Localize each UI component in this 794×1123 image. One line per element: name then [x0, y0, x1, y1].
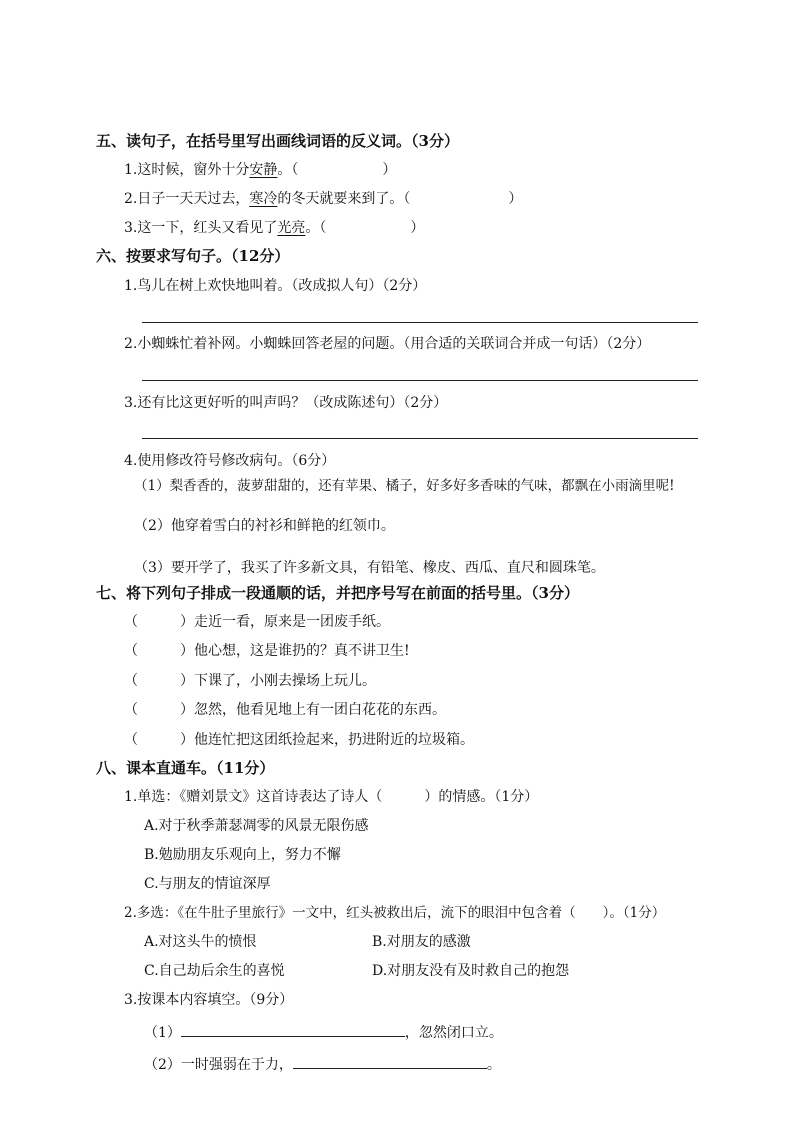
option-b: B.勉励朋友乐观向上，努力不懈	[144, 847, 341, 863]
option-a: A.对于秋季萧瑟凋零的风景无限伤感	[144, 818, 369, 834]
sec6-sentence-3: （3）要开学了，我买了许多新文具，有铅笔、橡皮、西瓜、直尺和圆珠笔。	[134, 560, 605, 576]
sec7-item: （ ）走近一看，原来是一团废手纸。	[124, 614, 390, 630]
option-b: B.对朋友的感激	[372, 934, 471, 950]
section-8-title: 八、课本直通车。（11分）	[96, 759, 275, 777]
sec6-sentence-1: （1）梨香香的，菠萝甜甜的，还有苹果、橘子，好多好多香味的气味，都飘在小雨滴里呢!	[134, 478, 675, 494]
option-c: C.与朋友的情谊深厚	[144, 876, 271, 892]
section-7-title: 七、将下列句子排成一段通顺的话，并把序号写在前面的括号里。（3分）	[96, 584, 579, 602]
option-d: D.对朋友没有及时救自己的抱怨	[372, 963, 570, 979]
underlined-word: 安静	[249, 162, 278, 178]
option-a: A.对这头牛的愤恨	[144, 934, 257, 950]
sec8-question-3: 3.按课本内容填空。（9分）	[124, 992, 294, 1008]
sec6-sentence-2: （2）他穿着雪白的衬衫和鲜艳的红领巾。	[134, 518, 395, 534]
section-6-title: 六、按要求写句子。（12分）	[96, 247, 290, 265]
answer-line[interactable]	[142, 438, 698, 439]
sec6-question-1: 1.鸟儿在树上欢快地叫着。（改成拟人句）（2分）	[124, 278, 427, 294]
option-c: C.自己劫后余生的喜悦	[144, 963, 285, 979]
blank-line[interactable]	[181, 1022, 405, 1037]
fill-blank-2: （2）一时强弱在于力， 。	[144, 1054, 501, 1074]
underlined-word: 寒冷	[249, 191, 278, 207]
underlined-word: 光亮	[277, 220, 306, 236]
answer-line[interactable]	[142, 380, 698, 381]
section-5-title: 五、读句子，在括号里写出画线词语的反义词。（3分）	[96, 132, 459, 150]
sec6-question-4: 4.使用修改符号修改病句。（6分）	[124, 453, 336, 469]
sec7-item: （ ）下课了，小刚去操场上玩儿。	[124, 673, 376, 689]
sec6-question-2: 2.小蜘蛛忙着补网。小蜘蛛回答老屋的问题。（用合适的关联词合并成一句话）（2分）	[124, 336, 651, 352]
sec7-item: （ ）他心想，这是谁扔的？真不讲卫生!	[124, 643, 410, 659]
sec5-question-3: 3.这一下，红头又看见了光亮。（ ）	[124, 220, 425, 236]
sec7-item: （ ）他连忙把这团纸捡起来，扔进附近的垃圾箱。	[124, 732, 474, 748]
sec8-question-2: 2.多选：《在牛肚子里旅行》一文中，红头被救出后，流下的眼泪中包含着（ ）。（1分）	[124, 905, 666, 921]
sec8-question-1: 1.单选：《赠刘景文》这首诗表达了诗人（ ）的情感。（1分）	[124, 789, 539, 805]
sec7-item: （ ）忽然，他看见地上有一团白花花的东西。	[124, 702, 446, 718]
sec5-question-1: 1.这时候，窗外十分安静。（ ）	[124, 162, 397, 178]
sec5-question-2: 2.日子一天天过去，寒冷的冬天就要来到了。（ ）	[124, 191, 523, 207]
sec6-question-3: 3.还有比这更好听的叫声吗？（改成陈述句）（2分）	[124, 395, 448, 411]
blank-line[interactable]	[293, 1054, 487, 1069]
answer-line[interactable]	[142, 322, 698, 323]
fill-blank-1: （1） ，忽然闭口立。	[144, 1022, 503, 1042]
